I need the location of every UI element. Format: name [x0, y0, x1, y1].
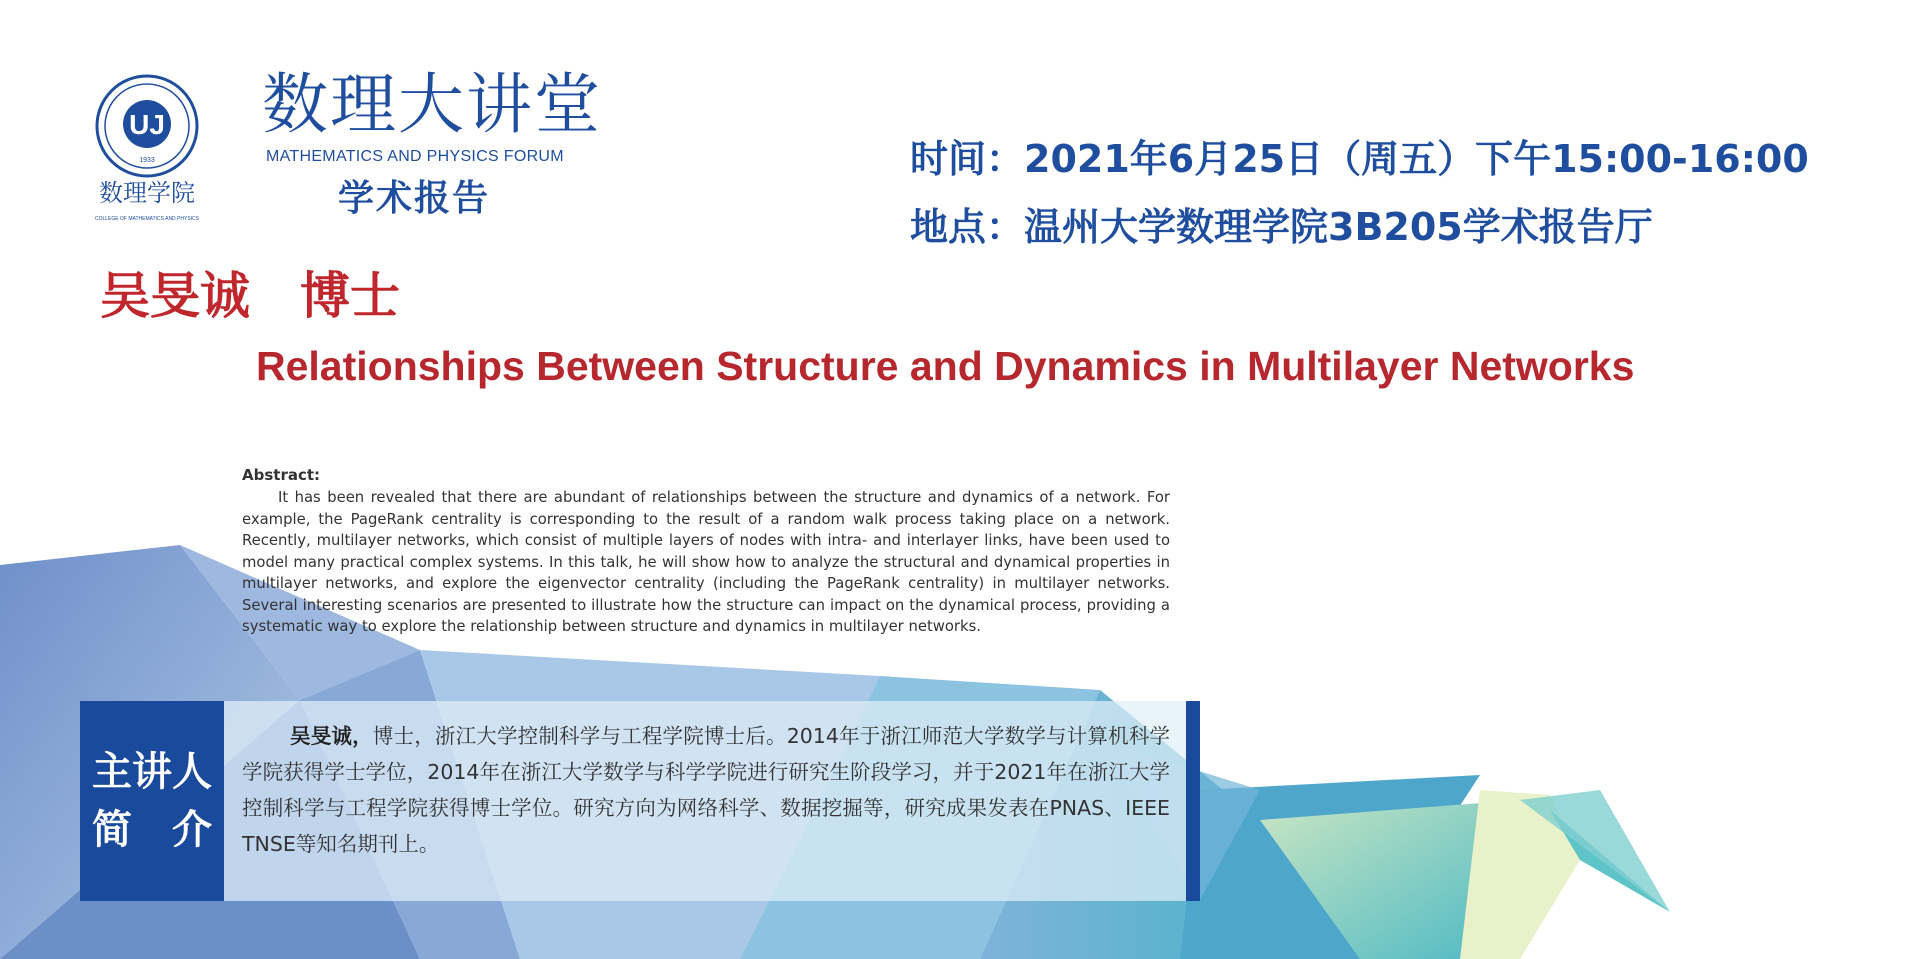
svg-text:UJ: UJ	[129, 109, 165, 140]
speaker-bio-text: 博士，浙江大学控制科学与工程学院博士后。2014年于浙江师范大学数学与计算机科学学院获得学士学位，2014年在浙江大学数学与科学学院进行研究生阶段学习，并于2021年在浙江大学控制科学与工程学院获得博士学位。研究方向为网络科学、数据挖掘等，研究成果发表在PNAS、IEEE TNSE等知名期刊上。	[242, 724, 1171, 856]
abstract-text: It has been revealed that there are abundant of relationships between the structure and dynamics of a network. For example, the PageRank centrality is corresponding to the result of a random walk process taking place on a network. Recently, multilayer networks, which consist of multiple layers of nodes with intra- and interlayer links, have been used to model many practical complex systems. In this talk, he will show how to analyze the structural and dynamical properties in multilayer networks, and explore the eigenvector centrality (including the PageRank centrality) in multilayer networks. Several interesting scenarios are presented to illustrate how the structure can impact on the dynamical process, providing a systematic way to explore the relationship between structure and dynamics in multilayer networks.	[242, 489, 1170, 635]
university-logo	[92, 74, 202, 224]
logo-year: 1933	[139, 157, 155, 164]
forum-title: 数理大讲堂	[262, 66, 602, 143]
speaker-bio-name: 吴旻诚，	[290, 724, 373, 748]
speaker-bio	[242, 718, 1170, 862]
event-place: 地点：温州大学数理学院3B205学术报告厅	[910, 205, 1653, 249]
talk-title: Relationships Between Structure and Dynamics in Multilayer Networks	[256, 343, 1635, 389]
speaker-intro-label	[80, 701, 224, 901]
forum-title-en: MATHEMATICS AND PHYSICS FORUM	[266, 148, 564, 165]
abstract-label: Abstract:	[242, 466, 321, 484]
intro-label-line2: 简 介	[92, 807, 212, 853]
logo-school-en: COLLEGE OF MATHEMATICS AND PHYSICS	[95, 216, 199, 222]
logo-school-name: 数理学院	[99, 179, 195, 207]
speaker-name: 吴旻诚 博士	[100, 267, 400, 325]
event-time: 时间：2021年6月25日（周五）下午15:00-16:00	[910, 137, 1809, 181]
intro-label-line1: 主讲人	[92, 749, 212, 795]
forum-subtitle: 学术报告	[338, 178, 491, 219]
intro-right-bar	[1186, 701, 1200, 901]
abstract-section	[242, 466, 1170, 638]
